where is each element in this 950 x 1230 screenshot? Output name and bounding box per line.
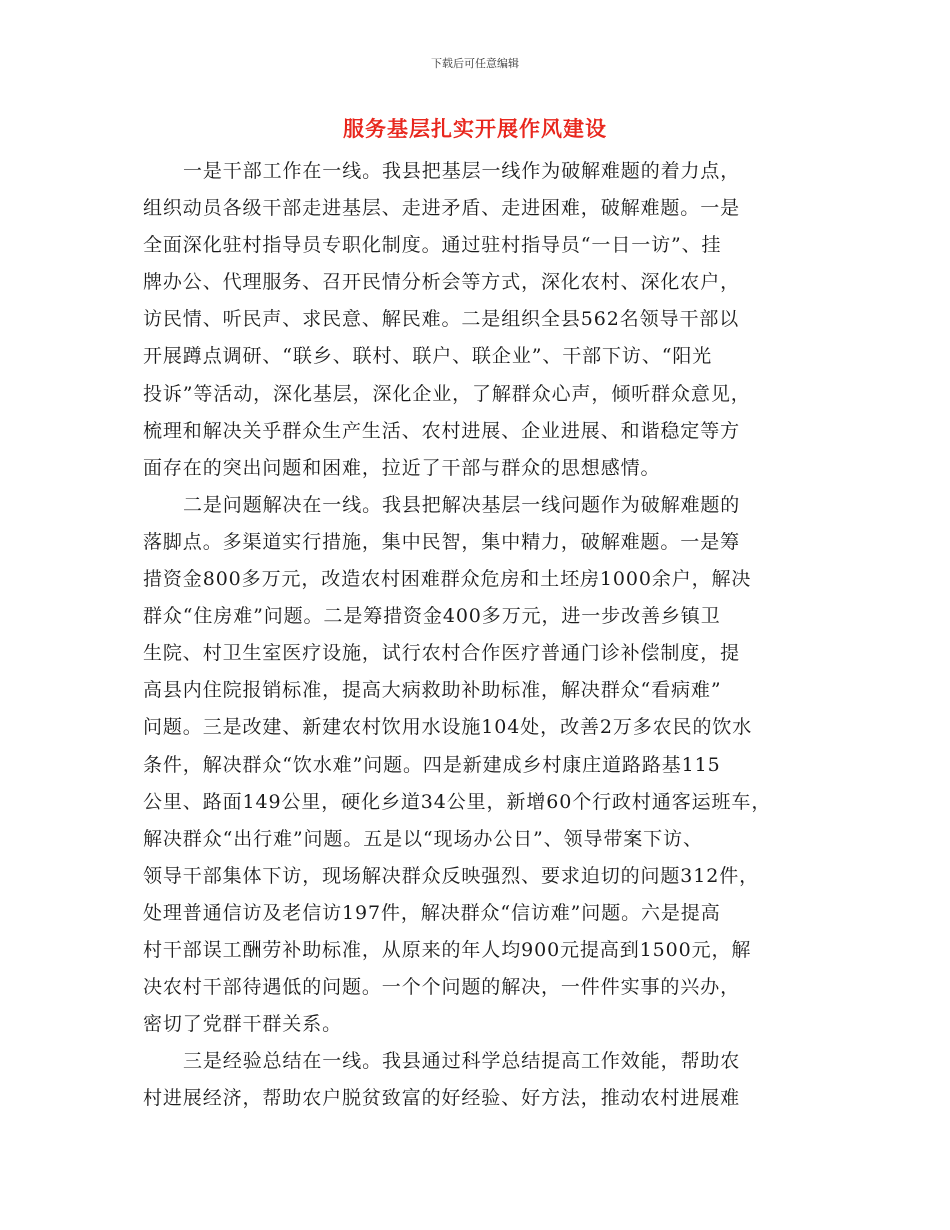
text-line: 群众“住房难”问题。二是筹措资金400多万元，进一步改善乡镇卫 [143, 605, 721, 628]
text-line: 二是问题解决在一线。我县把解决基层一线问题作为破解难题的 [183, 493, 741, 516]
text-line: 高县内住院报销标准，提高大病救助补助标准，解决群众“看病难” [143, 679, 722, 702]
text-line: 密切了党群干群关系。 [143, 1013, 343, 1036]
text-line: 条件，解决群众“饮水难”问题。四是新建成乡村康庄道路路基115 [143, 753, 721, 776]
text-line: 牌办公、代理服务、召开民情分析会等方式，深化农村、深化农户， [143, 271, 741, 294]
text-line: 落脚点。多渠道实行措施，集中民智，集中精力，破解难题。一是筹 [143, 530, 741, 553]
text-line: 三是经验总结在一线。我县通过科学总结提高工作效能，帮助农 [183, 1050, 741, 1073]
text-line: 组织动员各级干部走进基层、走进矛盾、走进困难，破解难题。一是 [143, 197, 741, 220]
text-line: 问题。三是改建、新建农村饮用水设施104处，改善2万多农民的饮水 [143, 716, 753, 739]
text-line: 一是干部工作在一线。我县把基层一线作为破解难题的着力点， [183, 160, 741, 182]
text-line: 面存在的突出问题和困难，拉近了干部与群众的思想感情。 [143, 456, 661, 479]
text-line: 决农村干部待遇低的问题。一个个问题的解决，一件件实事的兴办， [143, 976, 741, 999]
text-line: 村干部误工酬劳补助标准，从原来的年人均900元提高到1500元，解 [143, 938, 752, 961]
text-line: 开展蹲点调研、“联乡、联村、联户、联企业”、干部下访、“阳光 [143, 345, 713, 368]
text-line: 公里、路面149公里，硬化乡道34公里，新增60个行政村通客运班车， [143, 790, 772, 813]
text-line: 梳理和解决关乎群众生产生活、农村进展、企业进展、和谐稳定等方 [143, 419, 741, 442]
text-line: 村进展经济，帮助农户脱贫致富的好经验、好方法，推动农村进展难 [143, 1087, 741, 1110]
document-title: 服务基层扎实开展作风建设 [343, 117, 607, 141]
text-line: 访民情、听民声、求民意、解民难。二是组织全县562名领导干部以 [143, 308, 740, 331]
text-line: 措资金800多万元，改造农村困难群众危房和土坯房1000余户，解决 [143, 568, 752, 591]
text-line: 领导干部集体下访，现场解决群众反映强烈、要求迫切的问题312件， [143, 864, 760, 887]
header-note: 下载后可任意编辑 [431, 57, 519, 70]
text-line: 生院、村卫生室医疗设施，试行农村合作医疗普通门诊补偿制度，提 [143, 642, 741, 665]
document-body [143, 153, 808, 1117]
text-line: 处理普通信访及老信访197件，解决群众“信访难”问题。六是提高 [143, 901, 721, 924]
text-line: 投诉”等活动，深化基层，深化企业，了解群众心声，倾听群众意见， [143, 382, 751, 405]
text-line: 全面深化驻村指导员专职化制度。通过驻村指导员“一日一访”、挂 [143, 234, 722, 257]
text-line: 解决群众“出行难”问题。五是以“现场办公日”、领导带案下访、 [143, 827, 703, 850]
